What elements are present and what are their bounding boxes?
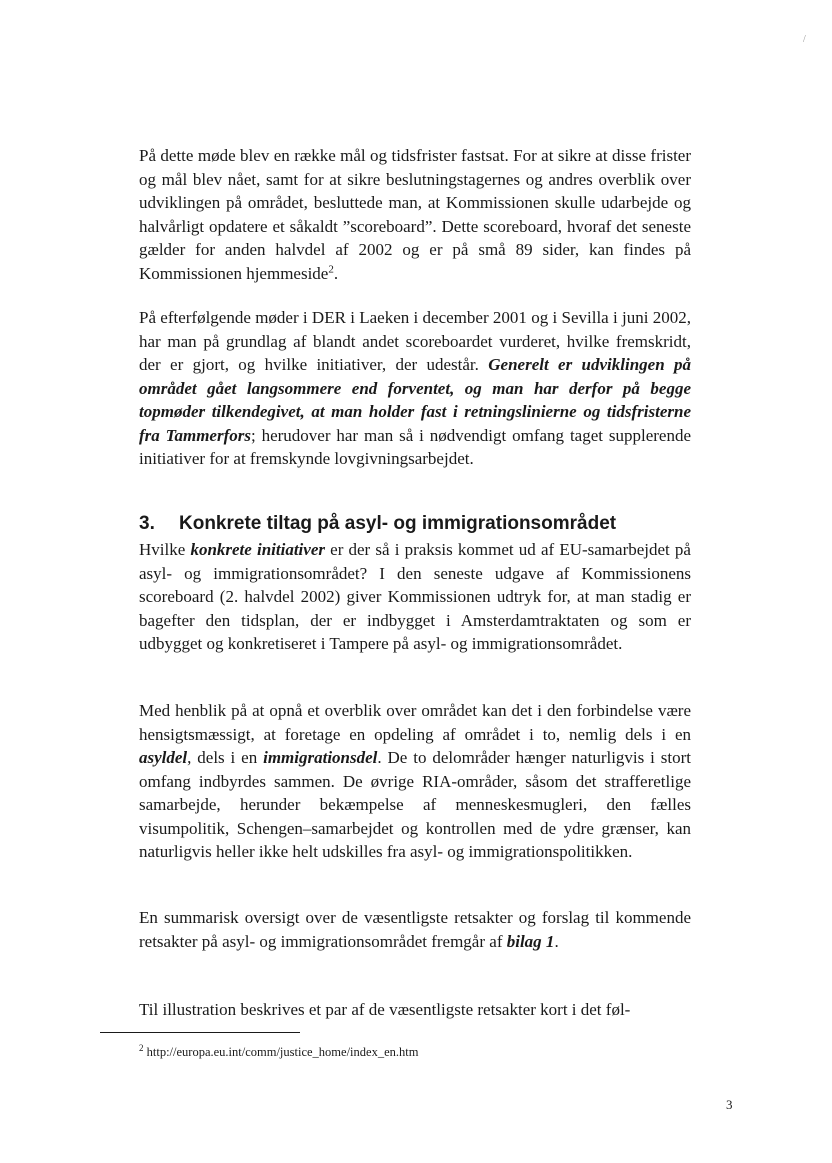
paragraph-4 xyxy=(139,699,691,864)
footnote-link[interactable]: http://europa.eu.int/comm/justice_home/index_en.htm xyxy=(143,1045,419,1060)
paragraph-5 xyxy=(139,906,691,953)
section-number: 3. xyxy=(139,513,155,534)
footnote-reference[interactable]: 2 xyxy=(328,262,334,275)
paragraph-1-text: På dette møde blev en række mål og tidsfrister fastsat. For at sikre at disse frister og mål blev nået, samt for at sikre beslutningstagernes og andres overblik over udviklingen på området, besluttede man, at Kommissionen skulle udarbejde og halvårligt opdatere et såkaldt ”scoreboard”. Dette scoreboard, hvoraf det seneste gælder for anden halvdel af 2002 og er på små 89 sider, kan findes på Kommissionen hjemmeside xyxy=(139,146,691,283)
section-title: Konkrete tiltag på asyl- og immigrationsområdet xyxy=(179,513,617,534)
paragraph-3-emphasis: konkrete initiativer xyxy=(190,540,325,559)
paragraph-5-emphasis: bilag 1 xyxy=(506,931,555,951)
footnote-marker: 2 xyxy=(139,1043,144,1053)
paragraph-2 xyxy=(139,306,691,471)
paragraph-2-text-c: ; herudover har man så i nødvendigt omfang taget supplerende initiativer for at fremskynde lovgivningsarbejdet. xyxy=(139,425,691,468)
paragraph-1-end: . xyxy=(333,263,339,283)
scan-speck: / xyxy=(803,34,806,45)
paragraph-2-emphasis: Generelt er udviklingen på området gået langsommere end forventet, og man har derfor på begge topmøder tilkendegivet, at man holder fast i retningslinierne og tidsfristerne fra Tammerfors xyxy=(139,355,691,445)
paragraph-3-text-c: er der så i praksis kommet ud af EU-samarbejdet på asyl- og immigrationsområdet? I den seneste udgave af Kommissionens scoreboard (2. halvdel 2002) giver Kommissionen udtryk for, at man stadig er bagefter den tidsplan, der er indbygget i Amsterdamtraktaten og som er udbygget og konkretiseret i Tampere på asyl- og immigrationsområdet. xyxy=(139,540,691,653)
paragraph-5-text-a: En summarisk oversigt over de væsentligste retsakter og forslag til kommende retsakter på asyl- og immigrationsområdet fremgår af xyxy=(139,908,691,951)
paragraph-4-text-e: . De to delområder hænger naturligvis i stort omfang indbyrdes sammen. De øvrige RIA-områder, såsom det strafferetlige samarbejde, herunder bekæmpelse af menneskesmugleri, den fælles visumpolitik, Schengen–samarbejdet og kontrollen med de ydre grænser, kan naturligvis heller ikke helt udskilles fra asyl- og immigrationspolitikken. xyxy=(139,748,691,861)
paragraph-4-emphasis-asyldel: asyldel xyxy=(139,748,188,767)
paragraph-6-text: Til illustration beskrives et par af de væsentligste retsakter kort i det føl- xyxy=(139,1000,631,1019)
footnote-divider xyxy=(100,1032,300,1033)
paragraph-5-text-c: . xyxy=(554,931,559,951)
paragraph-6 xyxy=(139,998,691,1022)
paragraph-1 xyxy=(139,144,691,285)
paragraph-4-emphasis-immigrationsdel: immigrationsdel xyxy=(263,748,378,767)
paragraph-4-text-a: Med henblik på at opnå et overblik over området kan det i den forbindelse være hensigtsmæssigt, at foretage en opdeling af området i to, nemlig dels i en xyxy=(139,701,691,744)
paragraph-3-text-a: Hvilke xyxy=(139,540,191,559)
paragraph-3 xyxy=(139,538,691,656)
page-number: 3 xyxy=(726,1097,733,1112)
section-heading xyxy=(139,512,699,536)
footnote xyxy=(139,1040,699,1060)
paragraph-4-text-c: , dels i en xyxy=(187,748,264,767)
paragraph-2-text-a: På efterfølgende møder i DER i Laeken i december 2001 og i Sevilla i juni 2002, har man på grundlag af blandt andet scoreboardet vurderet, hvilke fremskridt, der er gjort, og hvilke initiativer, der udestår. xyxy=(139,308,691,374)
